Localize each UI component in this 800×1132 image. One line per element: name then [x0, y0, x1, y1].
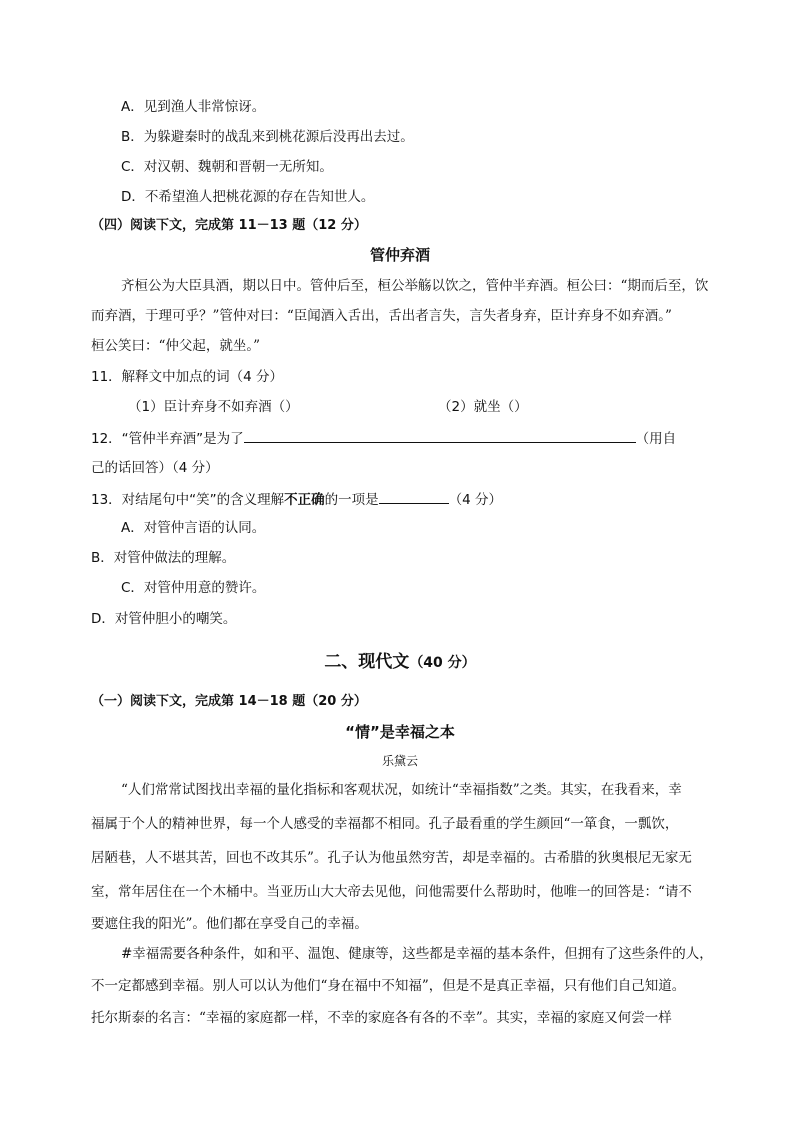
article-line-4: 室，常年居住在一个木桶中。当亚历山大大帝去见他，问他需要什么帮助时，他唯一的回答是：“请不	[91, 884, 692, 900]
q13-option-c: C．对管仲用意的赞许。	[121, 580, 266, 596]
part4-header: （四）阅读下文，完成第 11－13 题（12 分）	[91, 218, 367, 233]
passage-line-1: 齐桓公为大臣具酒，期以日中。管仲后至，桓公举觞以饮之，管仲半弃酒。桓公曰：“期而后至，饮	[121, 278, 709, 294]
article-title: “情”是幸福之本	[345, 723, 455, 741]
passage-line-3: 桓公笑曰：“仲父起，就坐。”	[91, 338, 261, 354]
q12-stem	[91, 427, 676, 449]
q13-answer-blank[interactable]	[379, 488, 449, 504]
q12-prefix: 12．“管仲半弃酒”是为了	[91, 431, 244, 447]
q11-item-1: （1）臣计弃身不如弃酒（）	[128, 399, 299, 415]
q13-suffix: （4 分）	[448, 492, 503, 508]
q13-mid: 的一项是	[324, 492, 379, 508]
article-line-7: 不一定都感到幸福。别人可以认为他们“身在福中不知福”，但是不是真正幸福，只有他们自己知道。	[91, 978, 686, 994]
article-line-3: 居陋巷，人不堪其苦，回也不改其乐”。孔子认为他虽然穷苦，却是幸福的。古希腊的狄奥根尼无家无	[91, 850, 692, 866]
q13-stem	[91, 488, 502, 510]
q13-option-d: D．对管仲胆小的嘲笑。	[91, 611, 237, 627]
q12-suffix: （用自	[635, 431, 677, 447]
article-line-2: 福属于个人的精神世界，每一个人感受的幸福都不相同。孔子最看重的学生颜回“一箪食，一瓢饮，	[91, 816, 679, 832]
q13-option-b: B．对管仲做法的理解。	[91, 550, 236, 566]
q13-prefix: 13．对结尾句中“笑”的含义理解	[91, 492, 285, 508]
q13-emphasis: 不正确	[284, 492, 325, 508]
article-line-1: “人们常常试图找出幸福的量化指标和客观状况，如统计“幸福指数”之类。其实，在我看来，幸	[121, 782, 682, 798]
option-a: A．见到渔人非常惊讶。	[121, 99, 266, 115]
option-b: B．为躲避秦时的战乱来到桃花源后没再出去过。	[121, 129, 414, 145]
q13-option-a: A．对管仲言语的认同。	[121, 520, 266, 536]
section-heading-text: 二、现代文	[324, 652, 410, 672]
part1-header: （一）阅读下文，完成第 14－18 题（20 分）	[91, 694, 367, 709]
article-author: 乐黛云	[381, 754, 418, 768]
q11-item-2: （2）就坐（）	[438, 399, 528, 415]
passage-line-2: 而弃酒，于理可乎？”管仲对曰：“臣闻酒入舌出，舌出者言失，言失者身弃，臣计弃身不如弃酒。”	[91, 308, 672, 324]
q12-answer-blank[interactable]	[244, 427, 636, 443]
section-heading	[0, 650, 800, 675]
q11-stem: 11．解释文中加点的词（4 分）	[91, 369, 284, 385]
passage-title: 管仲弃酒	[369, 246, 430, 264]
article-line-5: 要遮住我的阳光”。他们都在享受自己的幸福。	[91, 916, 368, 932]
article-line-8: 托尔斯泰的名言：“幸福的家庭都一样，不幸的家庭各有各的不幸”。其实，幸福的家庭又何尝一样	[91, 1010, 672, 1026]
q12-cont: 己的话回答）（4 分）	[91, 460, 219, 476]
option-d: D．不希望渔人把桃花源的存在告知世人。	[121, 189, 375, 205]
option-c: C．对汉朝、魏朝和晋朝一无所知。	[121, 159, 333, 175]
section-heading-score: （40 分）	[409, 655, 476, 671]
article-line-6: #幸福需要各种条件，如和平、温饱、健康等，这些都是幸福的基本条件，但拥有了这些条件的人，	[121, 946, 713, 962]
